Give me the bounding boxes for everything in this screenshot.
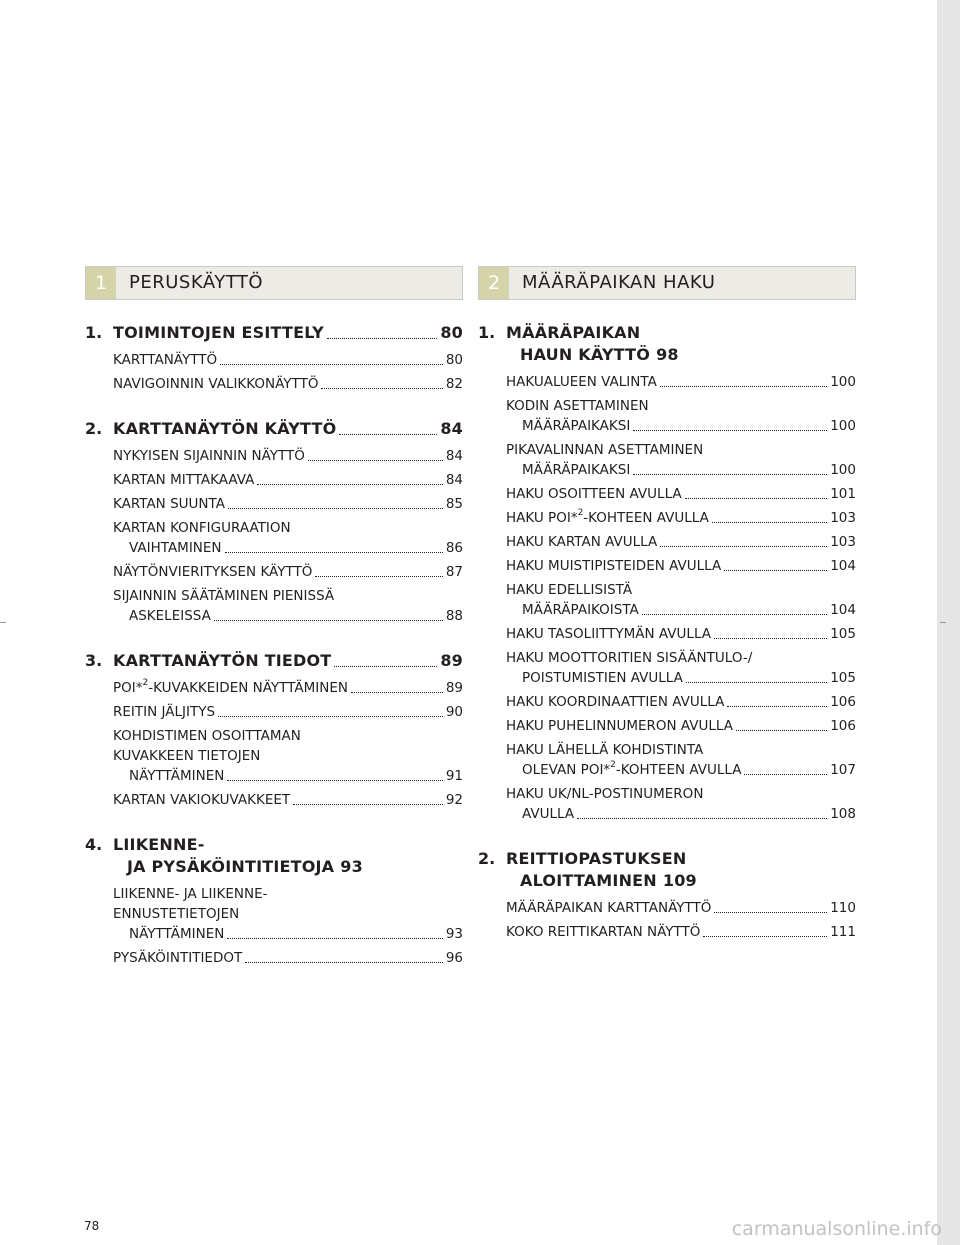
toc-entry-line: HAKU LÄHELLÄ KOHDISTINTA	[506, 742, 704, 758]
toc-entry-title-text: NYKYISEN SIJAINNIN NÄYTTÖ	[113, 448, 305, 464]
toc-entry-page: 105	[830, 626, 856, 642]
toc-entry-page: 101	[830, 486, 856, 502]
dot-leader	[686, 682, 827, 683]
toc-entry-page: 84	[445, 448, 463, 464]
toc-entry-title	[506, 484, 682, 504]
toc-entry-title-text: HAKU KOORDINAATTIEN AVULLA	[506, 694, 725, 710]
toc-line	[506, 344, 856, 366]
footnote-mark: 2	[577, 508, 584, 518]
dot-leader	[714, 912, 827, 913]
section-number: 4.	[85, 835, 103, 854]
toc-entry[interactable]	[506, 922, 856, 942]
dot-leader	[660, 386, 827, 387]
toc-entry[interactable]	[506, 580, 856, 620]
toc-line	[506, 372, 856, 392]
toc-entry-title	[522, 668, 683, 688]
toc-entry-page: 100	[830, 418, 856, 434]
toc-section	[85, 418, 463, 626]
toc-entry-title-text: AVULLA	[522, 806, 575, 822]
toc-entry-page: 84	[445, 472, 463, 488]
toc-entry-title-text: HAKUALUEEN VALINTA	[506, 374, 657, 390]
toc-line	[113, 494, 463, 514]
toc-line	[506, 460, 856, 480]
toc-entry-title-text: NÄYTTÄMINEN	[129, 768, 225, 784]
dot-leader	[703, 936, 827, 937]
dot-leader	[714, 638, 827, 639]
toc-entry[interactable]	[113, 884, 463, 944]
toc-entry-title-text: HAKU MUISTIPISTEIDEN AVULLA	[506, 558, 722, 574]
toc-line	[113, 418, 463, 440]
toc-line	[113, 790, 463, 810]
dot-leader	[218, 716, 443, 717]
toc-entry-line: PIKAVALINNAN ASETTAMINEN	[506, 442, 704, 458]
toc-line	[113, 562, 463, 582]
section-title-line: REITTIOPASTUKSEN	[506, 849, 687, 868]
toc-entry-title	[113, 470, 254, 490]
toc-entry[interactable]	[506, 784, 856, 824]
toc-entry-title	[506, 716, 733, 736]
toc-entry-line: ENNUSTETIETOJEN	[113, 906, 240, 922]
toc-entry[interactable]	[506, 484, 856, 504]
chapter-title: MÄÄRÄPAIKAN HAKU	[522, 272, 716, 293]
toc-entry-line: KUVAKKEEN TIETOJEN	[113, 748, 261, 764]
section-number: 1.	[85, 323, 103, 342]
toc-entry-title-text: KARTAN MITTAKAAVA	[113, 472, 255, 488]
toc-entry-title-text: NAVIGOINNIN VALIKKONÄYTTÖ	[113, 376, 319, 392]
toc-entry-title	[113, 374, 318, 394]
toc-entry-page: 88	[445, 608, 463, 624]
toc-entry-title	[506, 372, 657, 392]
toc-entry-title-text-cont: -KOHTEEN AVULLA	[615, 762, 742, 778]
toc-entry-title	[506, 556, 721, 576]
toc-entry-title	[129, 538, 222, 558]
section-title[interactable]	[506, 322, 856, 366]
toc-line	[113, 606, 463, 626]
watermark-text: carmanualsonline.info	[731, 1218, 942, 1240]
toc-entry-title	[129, 924, 224, 944]
section-title	[520, 871, 657, 890]
section-title[interactable]	[113, 650, 463, 672]
dot-leader	[685, 498, 828, 499]
toc-entry-title	[522, 416, 630, 436]
toc-line	[113, 924, 463, 944]
toc-entry-title-text: MÄÄRÄPAIKAKSI	[522, 418, 631, 434]
toc-entry[interactable]	[113, 948, 463, 968]
toc-entry-line: HAKU UK/NL-POSTINUMERON	[506, 786, 704, 802]
section-title-text: KARTTANÄYTÖN KÄYTTÖ	[113, 419, 337, 438]
toc-line	[113, 702, 463, 722]
section-title	[113, 322, 324, 344]
section-page-number: 84	[440, 419, 463, 438]
section-title[interactable]	[506, 848, 856, 892]
section-title	[113, 418, 336, 440]
toc-line	[506, 692, 856, 712]
toc-entry[interactable]	[113, 374, 463, 394]
toc-entry[interactable]	[113, 518, 463, 558]
toc-entry-line: LIIKENNE- JA LIIKENNE-	[113, 886, 268, 902]
section-title-text: HAUN KÄYTTÖ	[520, 345, 651, 364]
toc-line	[506, 760, 856, 780]
dot-leader	[351, 692, 443, 693]
toc-entry-page: 110	[830, 900, 856, 916]
chapter-header	[478, 266, 856, 300]
toc-entry[interactable]	[506, 440, 856, 480]
toc-entry-page: 80	[445, 352, 463, 368]
toc-entry[interactable]	[506, 508, 856, 528]
dot-leader	[257, 484, 442, 485]
toc-entry-title-text: HAKU POI*	[506, 510, 578, 526]
toc-entry-title-text-cont: -KUVAKKEIDEN NÄYTTÄMINEN	[148, 680, 348, 696]
toc-entry-title	[113, 948, 242, 968]
toc-entry-title-text-cont: -KOHTEEN AVULLA	[583, 510, 709, 526]
toc-entry-title-text: PYSÄKÖINTITIEDOT	[113, 950, 243, 966]
dot-leader	[315, 576, 442, 577]
dot-leader	[736, 730, 827, 731]
toc-line	[113, 856, 463, 878]
section-title-line: LIIKENNE-	[113, 835, 205, 854]
toc-entry-title	[522, 460, 630, 480]
toc-entry[interactable]	[506, 740, 856, 780]
dot-leader	[308, 460, 443, 461]
dot-leader	[225, 552, 443, 553]
toc-column-peruskaytto	[85, 266, 463, 968]
toc-section	[478, 322, 856, 824]
toc-line	[506, 716, 856, 736]
section-title	[127, 857, 334, 876]
chapter-number: 2	[479, 267, 509, 299]
toc-entry[interactable]	[506, 532, 856, 552]
toc-entry-page: 92	[445, 792, 463, 808]
toc-item-list	[506, 372, 856, 824]
toc-entry[interactable]	[113, 726, 463, 786]
toc-entry-title	[506, 922, 700, 942]
toc-entry-title	[522, 804, 574, 824]
toc-entry[interactable]	[506, 692, 856, 712]
toc-entry-title	[522, 760, 741, 780]
toc-line	[113, 948, 463, 968]
toc-line	[113, 678, 463, 698]
toc-line	[506, 922, 856, 942]
section-page-number: 80	[440, 323, 463, 342]
section-title[interactable]	[113, 418, 463, 440]
toc-line	[506, 668, 856, 688]
toc-entry-title-text: REITIN JÄLJITYS	[113, 704, 216, 720]
dot-leader	[227, 780, 442, 781]
toc-entry-title	[506, 508, 709, 528]
dot-leader	[321, 388, 442, 389]
toc-entry-title-text: HAKU KARTAN AVULLA	[506, 534, 658, 550]
toc-entry-page: 82	[445, 376, 463, 392]
toc-entry-title	[113, 494, 225, 514]
section-number: 1.	[478, 323, 496, 342]
toc-entry-page: 85	[445, 496, 463, 512]
toc-entry-page: 87	[445, 564, 463, 580]
toc-entry-page: 108	[830, 806, 856, 822]
toc-entry-title	[506, 624, 711, 644]
section-title-line: MÄÄRÄPAIKAN	[506, 323, 641, 342]
toc-entry[interactable]	[113, 562, 463, 582]
dot-leader	[727, 706, 827, 707]
toc-entry[interactable]	[506, 624, 856, 644]
section-page-number: 89	[440, 651, 463, 670]
toc-entry-title-text: KARTTANÄYTTÖ	[113, 352, 218, 368]
dot-leader	[334, 666, 437, 667]
toc-line	[113, 374, 463, 394]
section-number: 2.	[478, 849, 496, 868]
dot-leader	[633, 474, 827, 475]
toc-entry[interactable]	[506, 648, 856, 688]
crop-mark-left	[0, 622, 6, 623]
section-title-text: KARTTANÄYTÖN TIEDOT	[113, 651, 332, 670]
toc-entry-page: 105	[830, 670, 856, 686]
dot-leader	[228, 508, 443, 509]
toc-entry-title-text: VAIHTAMINEN	[129, 540, 222, 556]
toc-entry-page: 104	[830, 602, 856, 618]
toc-section	[85, 834, 463, 968]
toc-entry[interactable]	[113, 350, 463, 370]
toc-entry-title	[129, 606, 211, 626]
toc-entry-page: 111	[830, 924, 856, 940]
toc-entry-title-text: POISTUMISTIEN AVULLA	[522, 670, 683, 686]
toc-entry-page: 103	[830, 534, 856, 550]
toc-entry[interactable]	[113, 494, 463, 514]
toc-line	[506, 898, 856, 918]
dot-leader	[724, 570, 827, 571]
toc-entry-page: 100	[830, 462, 856, 478]
toc-line	[506, 804, 856, 824]
toc-entry-page: 100	[830, 374, 856, 390]
toc-entry-title-text: KARTAN VAKIOKUVAKKEET	[113, 792, 291, 808]
toc-entry-title	[506, 898, 711, 918]
toc-entry-page: 103	[830, 510, 856, 526]
toc-entry-title	[113, 350, 217, 370]
toc-line	[506, 870, 856, 892]
dot-leader	[660, 546, 827, 547]
toc-entry-page: 106	[830, 718, 856, 734]
crop-mark-right	[940, 622, 946, 623]
toc-line	[506, 508, 856, 528]
toc-entry-title-text: NÄYTÖNVIERITYKSEN KÄYTTÖ	[113, 564, 313, 580]
section-page-number: 93	[340, 857, 363, 876]
toc-line	[506, 416, 856, 436]
toc-entry-page: 107	[830, 762, 856, 778]
section-title[interactable]	[113, 322, 463, 344]
toc-entry-title-text: MÄÄRÄPAIKAKSI	[522, 462, 631, 478]
toc-entry-page: 89	[445, 680, 463, 696]
page-number: 78	[84, 1219, 100, 1233]
toc-item-list	[113, 446, 463, 626]
toc-entry-title-text: HAKU TASOLIITTYMÄN AVULLA	[506, 626, 712, 642]
toc-entry[interactable]	[113, 446, 463, 466]
toc-entry-title-text: ASKELEISSA	[129, 608, 211, 624]
chapter-title: PERUSKÄYTTÖ	[129, 272, 264, 293]
dot-leader	[220, 364, 443, 365]
toc-entry-line: KODIN ASETTAMINEN	[506, 398, 649, 414]
toc-entry-line: HAKU EDELLISISTÄ	[506, 582, 633, 598]
dot-leader	[577, 818, 827, 819]
toc-section	[478, 848, 856, 942]
toc-line	[113, 446, 463, 466]
toc-line	[113, 650, 463, 672]
chapter-header	[85, 266, 463, 300]
dot-leader	[327, 338, 437, 339]
dot-leader	[633, 430, 827, 431]
toc-line	[113, 322, 463, 344]
toc-entry-title	[506, 532, 657, 552]
toc-entry-title-text: KARTAN SUUNTA	[113, 496, 225, 512]
toc-item-list	[113, 350, 463, 394]
toc-entry-title	[113, 446, 305, 466]
toc-entry[interactable]	[113, 790, 463, 810]
toc-section	[85, 322, 463, 394]
toc-entry-page: 93	[445, 926, 463, 942]
footnote-mark: 2	[142, 678, 149, 688]
toc-column-maarapaikan-haku	[478, 266, 856, 942]
toc-item-list	[506, 898, 856, 942]
section-title-text: JA PYSÄKÖINTITIETOJA	[127, 857, 335, 876]
toc-entry-title	[129, 766, 224, 786]
section-title-text: ALOITTAMINEN	[520, 871, 657, 890]
toc-entry-title-text: KOKO REITTIKARTAN NÄYTTÖ	[506, 924, 701, 940]
toc-line	[506, 624, 856, 644]
toc-entry-page: 90	[445, 704, 463, 720]
dot-leader	[642, 614, 827, 615]
footnote-mark: 2	[610, 760, 616, 770]
toc-line	[113, 470, 463, 490]
section-title	[113, 650, 331, 672]
toc-item-list	[113, 884, 463, 968]
toc-entry[interactable]	[506, 556, 856, 576]
toc-entry-title-text: MÄÄRÄPAIKOISTA	[522, 602, 639, 618]
section-number: 3.	[85, 651, 103, 670]
toc-line	[113, 350, 463, 370]
toc-entry-line: KARTAN KONFIGURAATION	[113, 520, 291, 536]
section-title[interactable]	[113, 834, 463, 878]
toc-entry-title-text: HAKU OSOITTEEN AVULLA	[506, 486, 682, 502]
dot-leader	[339, 434, 437, 435]
toc-entry-page: 96	[445, 950, 463, 966]
toc-entry[interactable]	[113, 702, 463, 722]
section-page-number: 98	[656, 345, 679, 364]
section-title-text: TOIMINTOJEN ESITTELY	[113, 323, 324, 342]
dot-leader	[712, 522, 827, 523]
toc-line	[506, 556, 856, 576]
toc-entry-title-text: OLEVAN POI*	[522, 762, 611, 778]
dot-leader	[293, 804, 443, 805]
toc-item-list	[113, 678, 463, 810]
toc-entry-line: SIJAINNIN SÄÄTÄMINEN PIENISSÄ	[113, 588, 335, 604]
toc-entry[interactable]	[506, 716, 856, 736]
toc-entry-title	[522, 600, 639, 620]
toc-entry[interactable]	[506, 396, 856, 436]
toc-line	[113, 538, 463, 558]
toc-entry-title	[113, 678, 348, 698]
toc-entry[interactable]	[506, 372, 856, 392]
toc-section	[85, 650, 463, 810]
toc-entry[interactable]	[113, 470, 463, 490]
section-number: 2.	[85, 419, 103, 438]
dot-leader	[744, 774, 827, 775]
toc-entry-title	[113, 562, 312, 582]
section-title	[520, 345, 650, 364]
toc-entry-title-text: HAKU PUHELINNUMERON AVULLA	[506, 718, 733, 734]
toc-line	[506, 532, 856, 552]
toc-entry-title	[113, 702, 215, 722]
toc-line	[506, 600, 856, 620]
toc-entry[interactable]	[113, 678, 463, 698]
toc-entry-line: KOHDISTIMEN OSOITTAMAN	[113, 728, 301, 744]
toc-entry-title-text: POI*	[113, 680, 143, 696]
toc-entry-title	[113, 790, 290, 810]
toc-line	[506, 484, 856, 504]
dot-leader	[227, 938, 442, 939]
toc-entry-title	[506, 692, 724, 712]
toc-entry-title-text: NÄYTTÄMINEN	[129, 926, 225, 942]
toc-entry-title-text: MÄÄRÄPAIKAN KARTTANÄYTTÖ	[506, 900, 712, 916]
toc-entry-line: HAKU MOOTTORITIEN SISÄÄNTULO-/	[506, 650, 753, 666]
toc-line	[113, 766, 463, 786]
dot-leader	[245, 962, 443, 963]
dot-leader	[214, 620, 443, 621]
toc-entry-page: 91	[445, 768, 463, 784]
toc-entry-page: 104	[830, 558, 856, 574]
toc-entry-page: 106	[830, 694, 856, 710]
chapter-number: 1	[86, 267, 116, 299]
toc-entry-page: 86	[445, 540, 463, 556]
toc-entry[interactable]	[113, 586, 463, 626]
section-page-number: 109	[662, 871, 697, 890]
toc-entry[interactable]	[506, 898, 856, 918]
